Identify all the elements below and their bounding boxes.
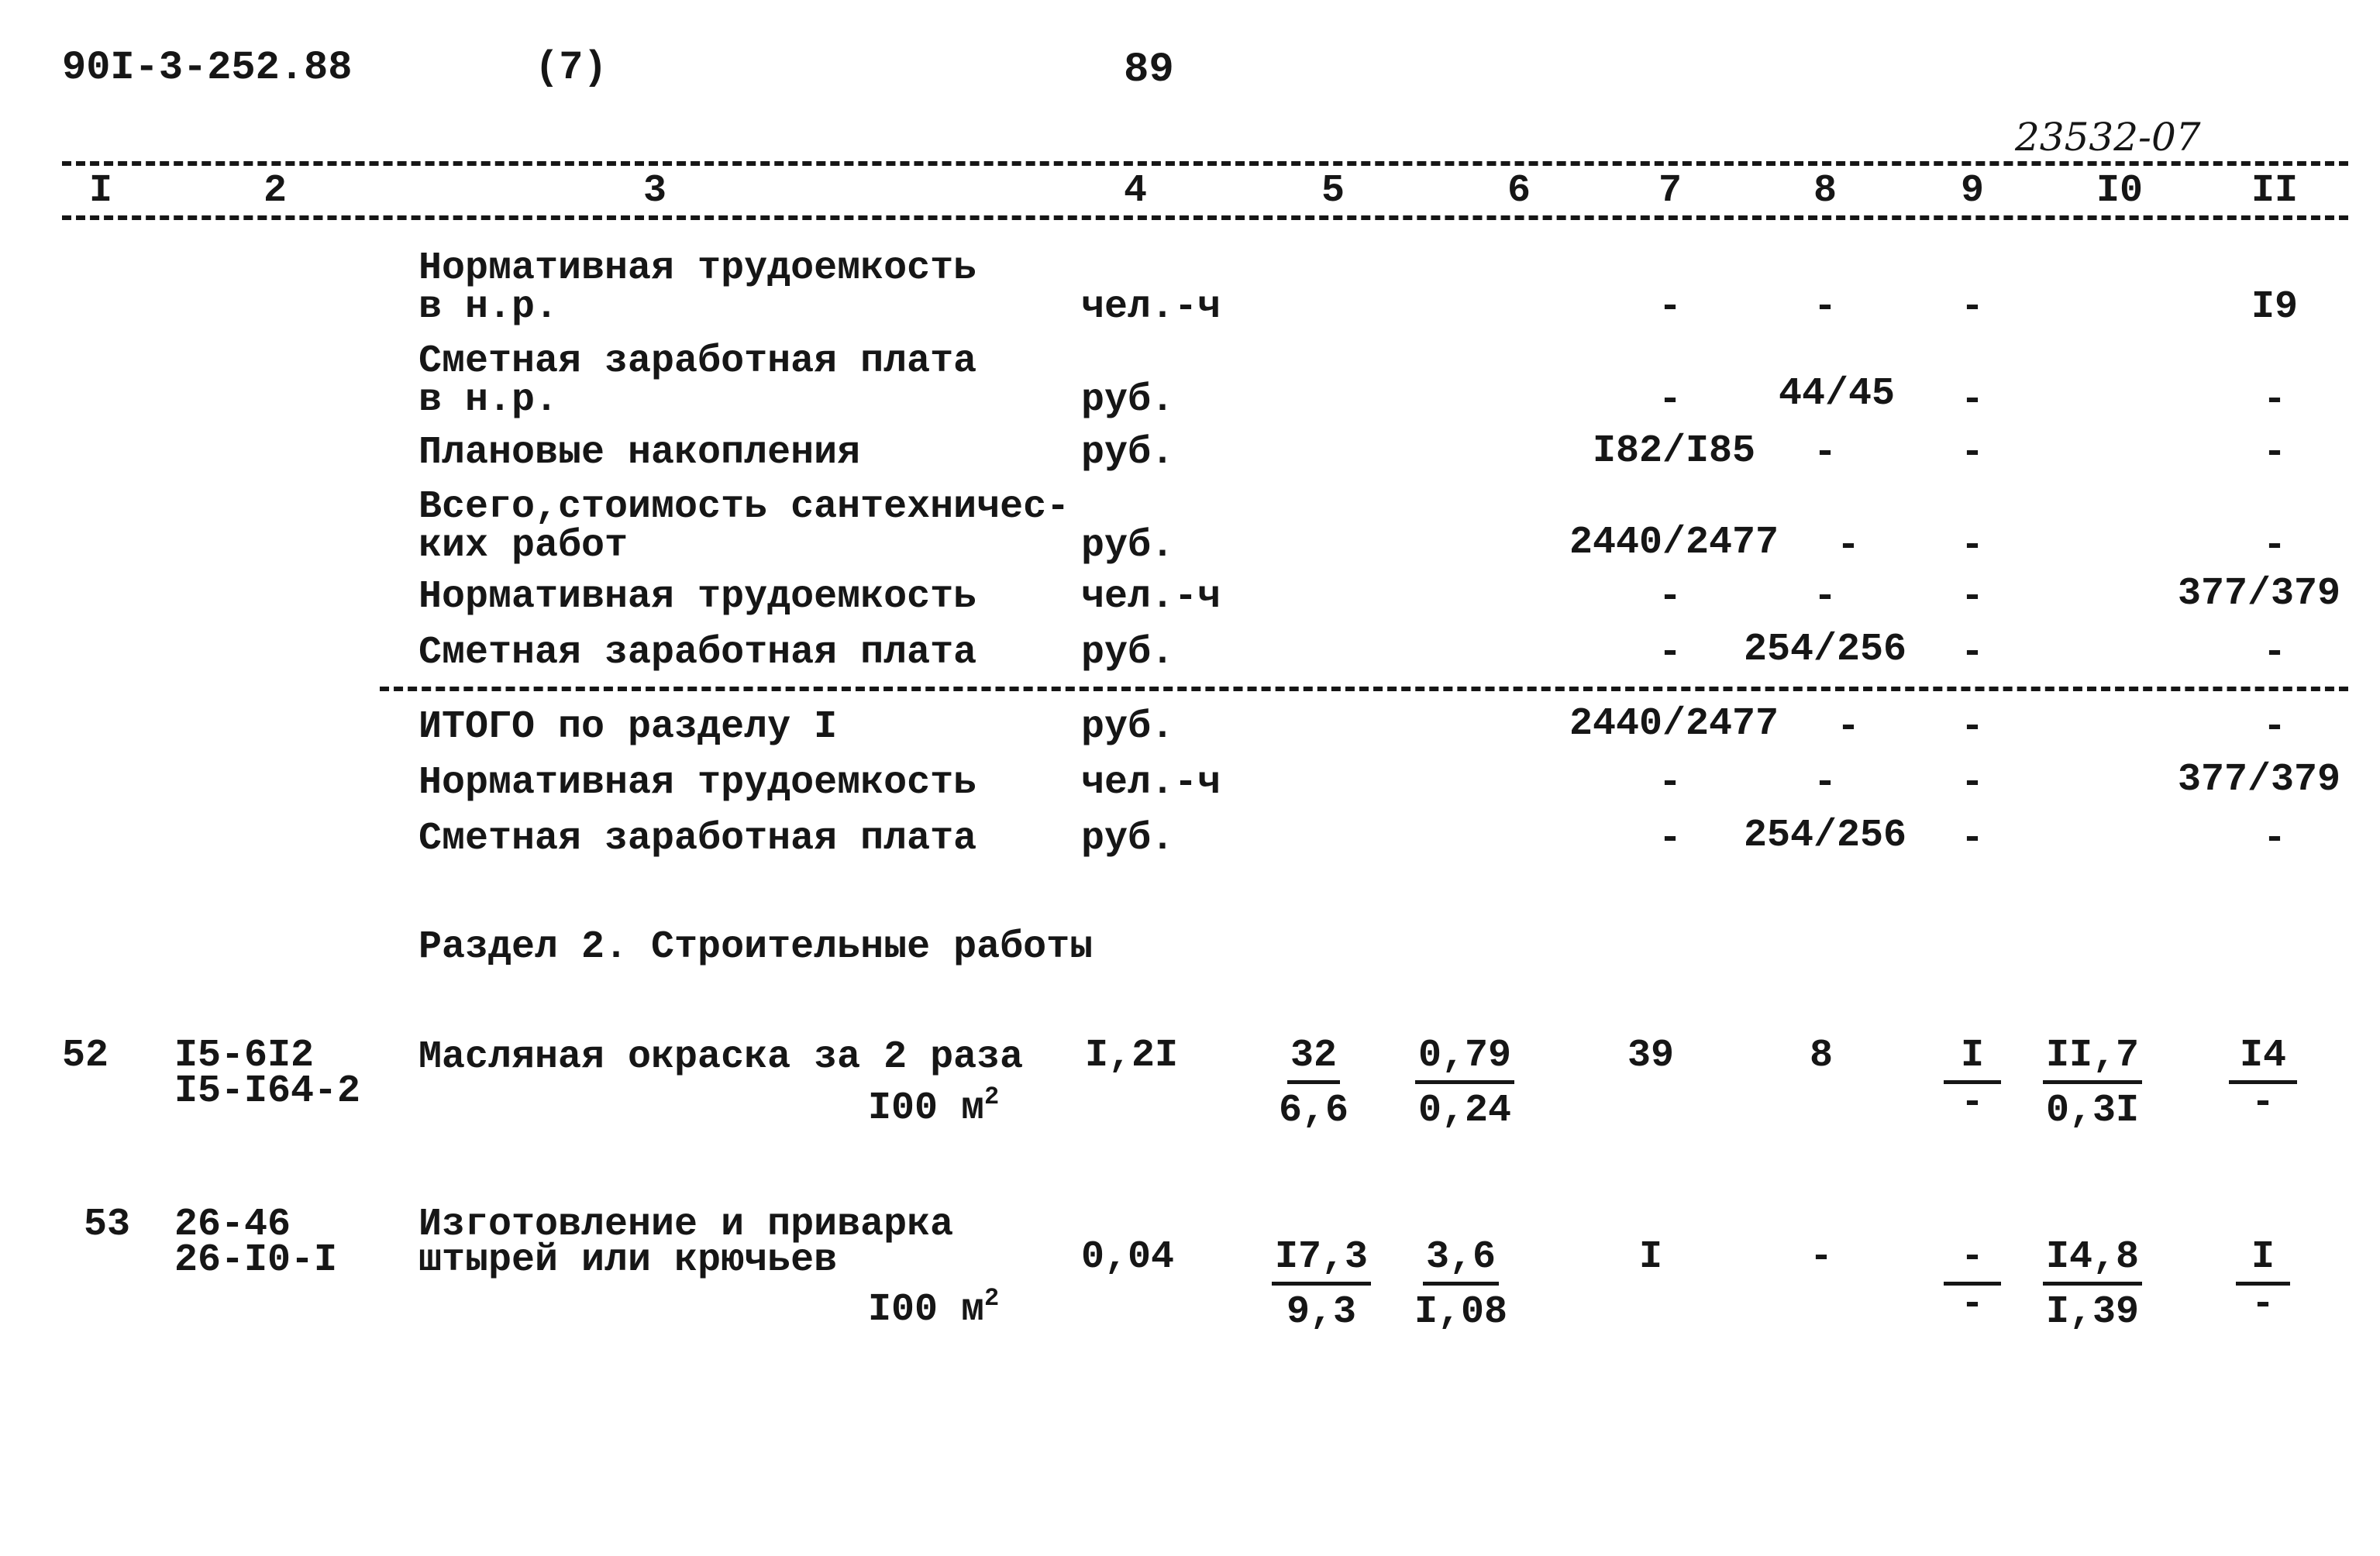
row-unit: руб. xyxy=(1081,524,1175,568)
sheet-reference: (7) xyxy=(535,45,608,91)
fraction-bottom: - xyxy=(2251,1081,2275,1125)
cell-col11-fraction xyxy=(2224,1034,2302,1125)
item-unit xyxy=(868,1083,1000,1131)
cell-col7: 2440/2477 xyxy=(1569,521,1779,565)
cell-col8: - xyxy=(1809,1235,1833,1279)
cell-col11: - xyxy=(2262,817,2286,861)
cell-col7: I82/I85 xyxy=(1592,429,1756,473)
item-name: Изготовление и приварка xyxy=(418,1203,954,1247)
cell-col8: - xyxy=(1813,431,1837,475)
cell-col9: - xyxy=(1960,705,1984,749)
cell-col5-fraction xyxy=(1271,1235,1372,1334)
col-header: 3 xyxy=(642,169,666,213)
item-unit-exponent: 2 xyxy=(984,1083,1000,1111)
item-code-alt: I5-I64-2 xyxy=(174,1069,361,1114)
item-number: 52 xyxy=(62,1034,109,1078)
total-separator-rule xyxy=(380,687,2348,691)
cell-col9: - xyxy=(1960,575,1984,619)
row-unit: чел.-ч xyxy=(1081,575,1221,619)
fraction-top: I7,3 xyxy=(1272,1238,1371,1286)
cell-col7: 2440/2477 xyxy=(1569,702,1779,746)
fraction-top: 3,6 xyxy=(1423,1238,1499,1286)
fraction-bottom: I,08 xyxy=(1414,1290,1508,1334)
fraction-top: I xyxy=(1944,1037,2001,1084)
cell-col8: - xyxy=(1813,285,1837,329)
cell-col9: - xyxy=(1960,817,1984,861)
item-unit-base: I00 м xyxy=(868,1288,985,1332)
cell-col9-fraction xyxy=(1937,1235,2007,1327)
row-name: Плановые накопления xyxy=(418,431,861,475)
cell-col7: - xyxy=(1658,631,1682,675)
item-code-alt: 26-I0-I xyxy=(174,1238,338,1282)
row-unit: руб. xyxy=(1081,631,1175,675)
cell-col11: - xyxy=(2262,705,2286,749)
header-top-rule xyxy=(62,161,2348,166)
fraction-bottom: - xyxy=(1960,1081,1984,1125)
cell-col8: - xyxy=(1836,705,1860,749)
item-code: I5-6I2 xyxy=(174,1034,315,1078)
row-unit: чел.-ч xyxy=(1081,761,1221,805)
col-header: 4 xyxy=(1123,169,1147,213)
cell-col9-fraction xyxy=(1937,1034,2007,1125)
item-name-cont: штырей или крючьев xyxy=(418,1238,838,1282)
fraction-top: I4,8 xyxy=(2043,1238,2142,1286)
row-name: Сметная заработная плата xyxy=(418,817,977,861)
item-quantity: 0,04 xyxy=(1081,1235,1175,1279)
fraction-top: - xyxy=(1944,1238,2001,1286)
fraction-bottom: - xyxy=(2251,1282,2275,1327)
fraction-bottom: 0,3I xyxy=(2045,1089,2140,1133)
cell-col11: I9 xyxy=(2251,285,2298,329)
handwritten-stamp: 23532-07 xyxy=(2015,115,2201,160)
cell-col9: - xyxy=(1960,285,1984,329)
fraction-top: I xyxy=(2236,1238,2290,1286)
cell-col7: - xyxy=(1658,817,1682,861)
cell-col9: - xyxy=(1960,761,1984,805)
cell-col7: I xyxy=(1638,1235,1662,1279)
cell-col6-fraction xyxy=(1410,1034,1519,1133)
item-unit-base: I00 м xyxy=(868,1086,985,1131)
col-header: 7 xyxy=(1658,169,1682,213)
cell-col7: - xyxy=(1658,378,1682,422)
row-name: Сметная заработная плата xyxy=(418,339,977,384)
item-code: 26-46 xyxy=(174,1203,291,1247)
cell-col11: 377/379 xyxy=(2177,572,2341,616)
item-unit xyxy=(868,1284,1000,1332)
col-header: 8 xyxy=(1813,169,1837,213)
row-name-cont: в н.р. xyxy=(418,285,559,329)
col-header: 2 xyxy=(263,169,287,213)
item-quantity: I,2I xyxy=(1085,1034,1179,1078)
fraction-top: 32 xyxy=(1287,1037,1340,1084)
cell-col7: - xyxy=(1658,761,1682,805)
fraction-top: I4 xyxy=(2229,1037,2297,1084)
row-name-cont: ких работ xyxy=(418,524,629,568)
fraction-top: 0,79 xyxy=(1415,1037,1514,1084)
cell-col9: - xyxy=(1960,631,1984,675)
cell-col9: - xyxy=(1960,431,1984,475)
cell-col8: 254/256 xyxy=(1743,814,1907,858)
col-header: 5 xyxy=(1321,169,1345,213)
fraction-bottom: 6,6 xyxy=(1278,1089,1348,1133)
cell-col8: - xyxy=(1813,761,1837,805)
cell-col7: - xyxy=(1658,285,1682,329)
cell-col7: - xyxy=(1658,575,1682,619)
cell-col11: - xyxy=(2262,524,2286,568)
row-name: Сметная заработная плата xyxy=(418,631,977,675)
item-unit-exponent: 2 xyxy=(984,1284,1000,1313)
cell-col10-fraction xyxy=(2038,1235,2147,1334)
cell-col5-fraction xyxy=(1271,1034,1356,1133)
cell-col7: 39 xyxy=(1627,1034,1674,1078)
section2-title: Раздел 2. Строительные работы xyxy=(418,925,1094,969)
col-header: I xyxy=(88,169,112,213)
fraction-bottom: - xyxy=(1960,1282,1984,1327)
document-code: 90I-3-252.88 xyxy=(62,45,353,91)
row-unit: руб. xyxy=(1081,705,1175,749)
item-number: 53 xyxy=(84,1203,131,1247)
row-name-cont: в н.р. xyxy=(418,378,559,422)
row-unit: руб. xyxy=(1081,378,1175,422)
cell-col11: 377/379 xyxy=(2177,758,2341,802)
cell-col6-fraction xyxy=(1410,1235,1511,1334)
cell-col10-fraction xyxy=(2038,1034,2147,1133)
row-unit: руб. xyxy=(1081,431,1175,475)
cell-col8: 8 xyxy=(1809,1034,1833,1078)
cell-col11-fraction xyxy=(2224,1235,2302,1327)
header-bottom-rule xyxy=(62,215,2348,220)
cell-col9: - xyxy=(1960,378,1984,422)
cell-col8: - xyxy=(1813,575,1837,619)
row-name: Нормативная трудоемкость xyxy=(418,761,977,805)
row-unit: руб. xyxy=(1081,817,1175,861)
row-name: Нормативная трудоемкость xyxy=(418,246,977,291)
col-header: 9 xyxy=(1960,169,1984,213)
cell-col9: - xyxy=(1960,524,1984,568)
row-name: Нормативная трудоемкость xyxy=(418,575,977,619)
col-header: 6 xyxy=(1507,169,1531,213)
row-name: ИТОГО по разделу I xyxy=(418,705,838,749)
fraction-bottom: I,39 xyxy=(2045,1290,2140,1334)
cell-col11: - xyxy=(2262,431,2286,475)
item-name: Масляная окраска за 2 раза xyxy=(418,1035,1024,1079)
fraction-bottom: 0,24 xyxy=(1417,1089,1512,1133)
cell-col11: - xyxy=(2262,631,2286,675)
col-header: II xyxy=(2251,169,2298,213)
row-name: Всего,стоимость сантехничес- xyxy=(418,485,1070,529)
cell-col11: - xyxy=(2262,378,2286,422)
col-header: I0 xyxy=(2096,169,2143,213)
row-unit: чел.-ч xyxy=(1081,285,1221,329)
cell-col8: 44/45 xyxy=(1778,372,1896,416)
cell-col8: 254/256 xyxy=(1743,628,1907,672)
fraction-top: II,7 xyxy=(2043,1037,2142,1084)
page-number: 89 xyxy=(1124,46,1174,94)
fraction-bottom: 9,3 xyxy=(1286,1290,1356,1334)
cell-col8: - xyxy=(1836,524,1860,568)
